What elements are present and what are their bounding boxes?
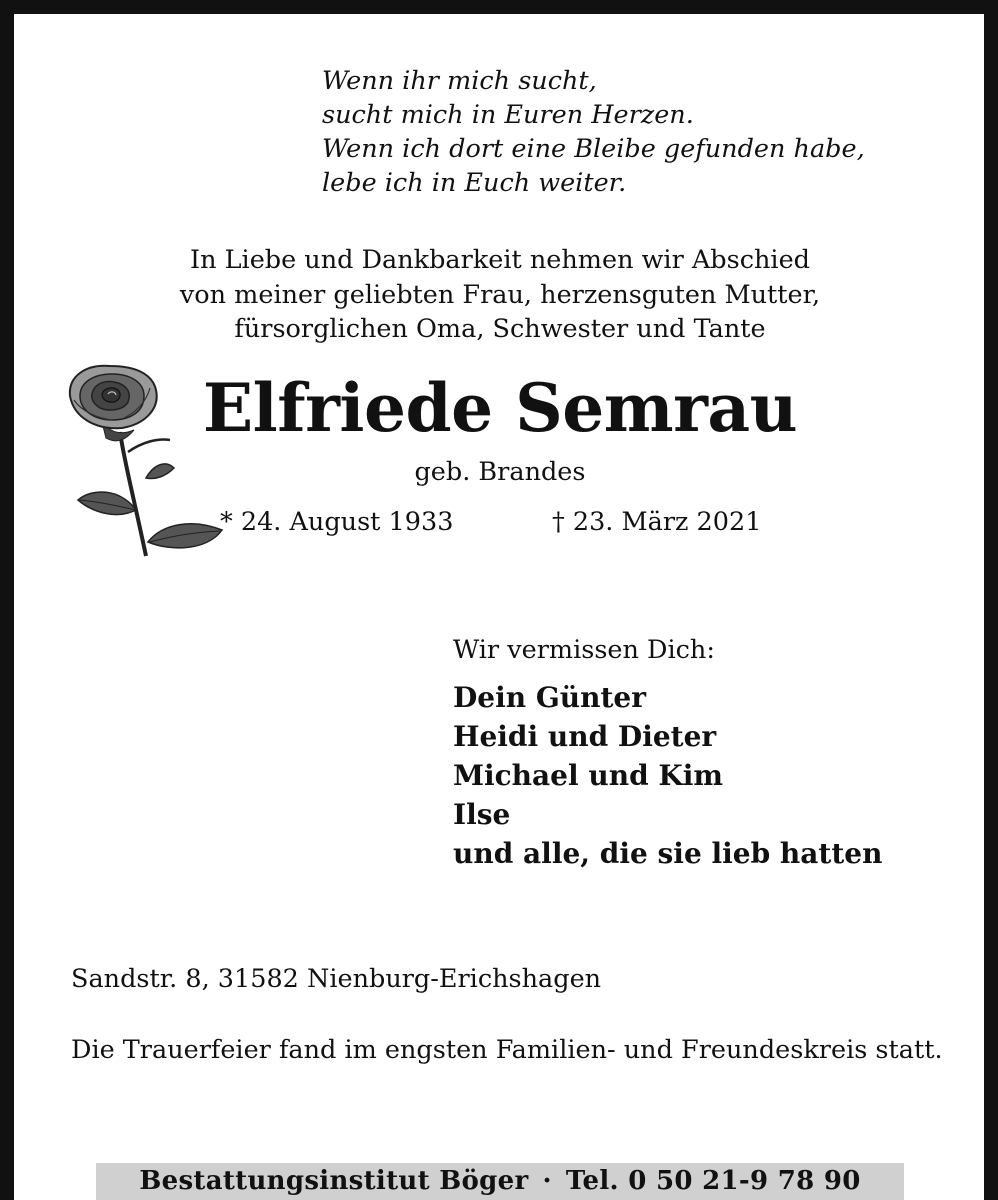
farewell-intro bbox=[60, 243, 940, 347]
mourners-heading: Wir vermissen Dich: bbox=[453, 635, 715, 665]
poem bbox=[322, 64, 865, 200]
funeral-note: Die Trauerfeier fand im engsten Familien- und Freundeskreis statt. bbox=[71, 1035, 943, 1065]
footer-separator: · bbox=[542, 1166, 552, 1196]
poem-line: Wenn ich dort eine Bleibe gefunden habe, bbox=[322, 134, 865, 164]
mourner-name: Heidi und Dieter bbox=[453, 720, 717, 753]
footer-text bbox=[96, 1163, 904, 1200]
mourner-name: Dein Günter bbox=[453, 681, 646, 714]
address: Sandstr. 8, 31582 Nienburg-Erichshagen bbox=[71, 964, 602, 994]
birth-name: geb. Brandes bbox=[414, 457, 586, 487]
poem-line: lebe ich in Euch weiter. bbox=[322, 168, 627, 198]
funeral-home-name: Bestattungsinstitut Böger bbox=[139, 1166, 529, 1196]
poem-line: sucht mich in Euren Herzen. bbox=[322, 100, 694, 130]
intro-line: von meiner geliebten Frau, herzensguten Mutter, bbox=[179, 279, 821, 310]
mourner-name: Michael und Kim bbox=[453, 759, 724, 792]
intro-line: fürsorglichen Oma, Schwester und Tante bbox=[234, 314, 766, 344]
mourner-name: und alle, die sie lieb hatten bbox=[453, 837, 883, 870]
death-date: † 23. März 2021 bbox=[552, 507, 762, 537]
footer-bar bbox=[96, 1163, 904, 1200]
birth-date: * 24. August 1933 bbox=[220, 507, 454, 537]
mourners-list bbox=[453, 678, 882, 873]
deceased-name: Elfriede Semrau bbox=[202, 369, 798, 447]
mourner-name: Ilse bbox=[453, 798, 511, 831]
funeral-home-phone: Tel. 0 50 21-9 78 90 bbox=[565, 1166, 861, 1196]
intro-line: In Liebe und Dankbarkeit nehmen wir Abschied bbox=[190, 245, 810, 275]
poem-line: Wenn ihr mich sucht, bbox=[322, 66, 597, 96]
